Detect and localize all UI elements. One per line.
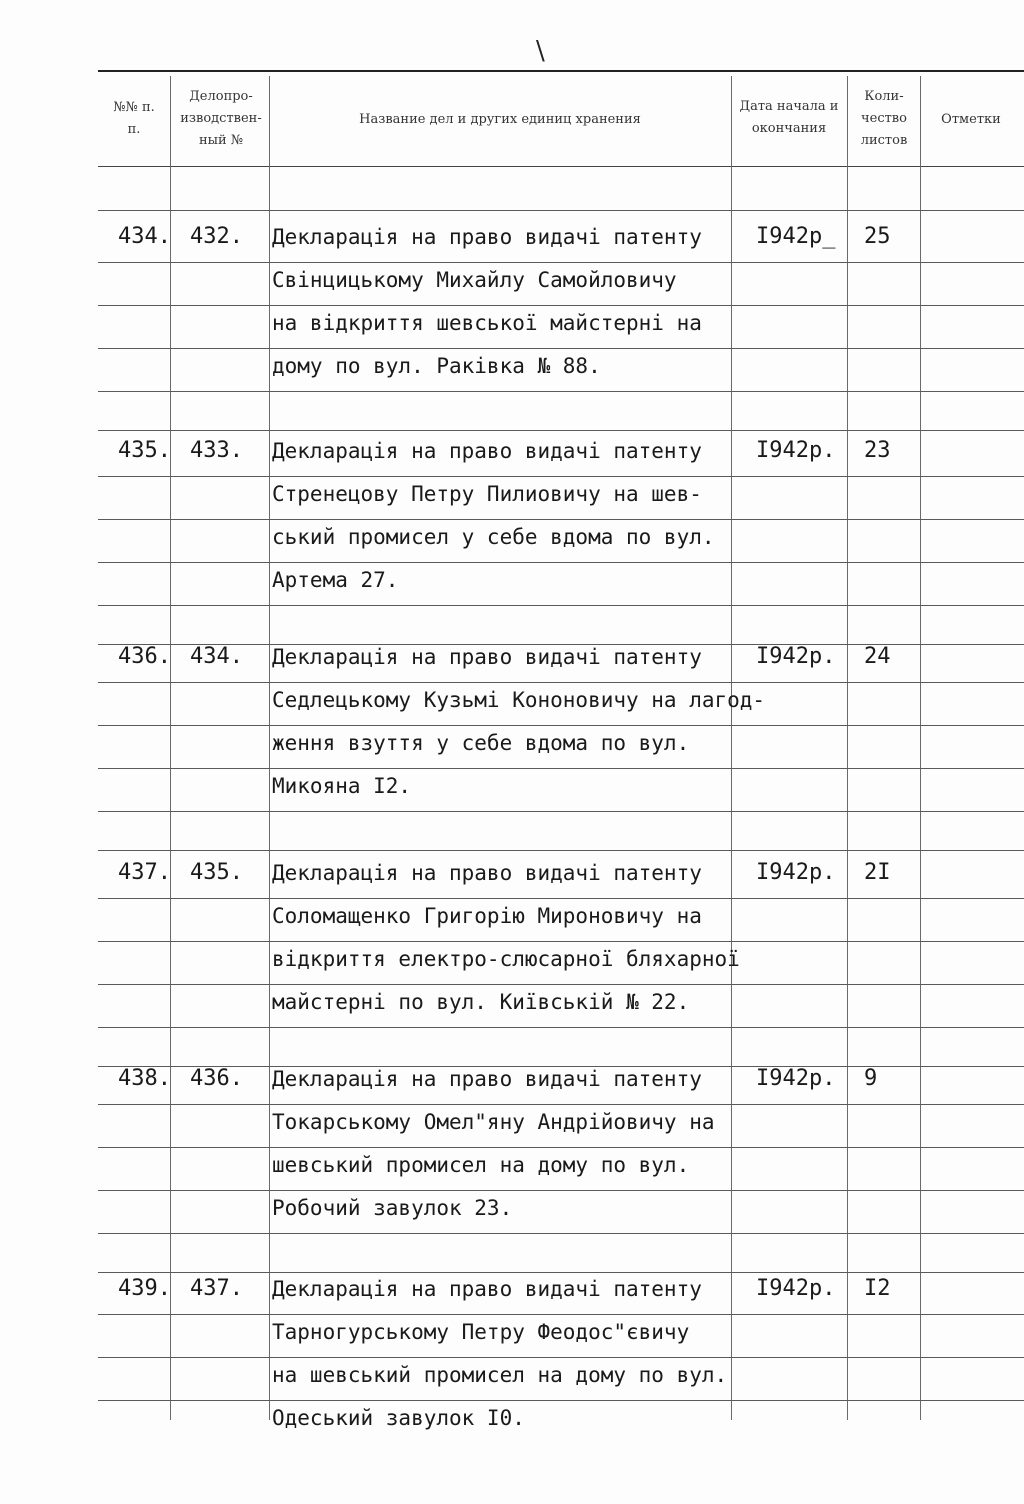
ruled-line (98, 1357, 1024, 1358)
record-sheets: 25 (864, 224, 891, 249)
column-rule (920, 76, 921, 1420)
record-sheets: 23 (864, 438, 891, 463)
record-title-line: Стренецову Петру Пилиовичу на шев- (272, 482, 702, 506)
column-rule (170, 76, 171, 1420)
record-date: І942р. (756, 438, 836, 463)
ruled-line (98, 1147, 1024, 1148)
ruled-line (98, 984, 1024, 985)
ruled-line (98, 1027, 1024, 1028)
ruled-line (98, 1400, 1024, 1401)
office-number: 437. (190, 1276, 243, 1301)
header-col-dates: Дата начала и окончания (739, 99, 839, 136)
ruled-line (98, 262, 1024, 263)
column-rule (731, 76, 732, 1420)
ruled-line (98, 476, 1024, 477)
record-date: І942р. (756, 1276, 836, 1301)
column-rule (847, 76, 848, 1420)
ruled-line (98, 1272, 1024, 1273)
record-title-line: на шевський промисел на дому по вул. (272, 1363, 728, 1387)
record-date: І942р. (756, 860, 836, 885)
ruled-line (98, 562, 1024, 563)
ruled-line (98, 430, 1024, 431)
record-title-line: Декларація на право видачі патенту (272, 861, 702, 885)
record-sheets: І2 (864, 1276, 891, 1301)
ruled-line (98, 898, 1024, 899)
ruled-line (98, 391, 1024, 392)
ruled-line (98, 605, 1024, 606)
record-title-line: Декларація на право видачі патенту (272, 225, 702, 249)
office-number: 433. (190, 438, 243, 463)
ruled-line (98, 348, 1024, 349)
record-sheets: 9 (864, 1066, 878, 1091)
header-col-num: №№ п. п. (113, 100, 155, 137)
ruled-line (98, 682, 1024, 683)
record-title-line: дому по вул. Раківка № 88. (272, 354, 601, 378)
record-title-line: Седлецькому Кузьмі Кононовичу на лагод- (272, 688, 766, 712)
record-number: 435. (118, 438, 171, 463)
column-rule (269, 76, 270, 1420)
office-number: 436. (190, 1066, 243, 1091)
ruled-line (98, 850, 1024, 851)
record-sheets: 24 (864, 644, 891, 669)
ruled-line (98, 1104, 1024, 1105)
header-col-notes: Отметки (941, 112, 1001, 127)
record-number: 439. (118, 1276, 171, 1301)
record-title-line: Тарногурському Петру Феодос"євичу (272, 1320, 690, 1344)
office-number: 435. (190, 860, 243, 885)
record-title-line: Декларація на право видачі патенту (272, 1067, 702, 1091)
record-title-line: ський промисел у себе вдома по вул. (272, 525, 715, 549)
record-number: 437. (118, 860, 171, 885)
ruled-line (98, 519, 1024, 520)
record-date: І942р_ (756, 224, 836, 249)
record-sheets: 2І (864, 860, 891, 885)
record-title-line: майстерні по вул. Київській № 22. (272, 990, 690, 1014)
ruled-line (98, 210, 1024, 211)
header-col-title: Название дел и других единиц хранения (359, 112, 641, 127)
record-title-line: Декларація на право видачі патенту (272, 645, 702, 669)
record-title-line: шевський промисел на дому по вул. (272, 1153, 690, 1177)
header-col-sheets: Коли-чество листов (860, 89, 908, 148)
ruled-line (98, 725, 1024, 726)
record-title-line: ження взуття у себе вдома по вул. (272, 731, 690, 755)
record-title-line: Декларація на право видачі патенту (272, 439, 702, 463)
office-number: 434. (190, 644, 243, 669)
record-title-line: на відкриття шевської майстерні на (272, 311, 702, 335)
record-title-line: Одеський завулок І0. (272, 1406, 525, 1430)
ruled-line (98, 1314, 1024, 1315)
header-top-rule (98, 70, 1024, 72)
record-number: 436. (118, 644, 171, 669)
ruled-line (98, 941, 1024, 942)
record-title-line: відкриття електро-слюсарної бляхарної (272, 947, 740, 971)
header-bottom-rule (98, 166, 1024, 167)
record-number: 434. (118, 224, 171, 249)
ruled-line (98, 768, 1024, 769)
ruled-line (98, 305, 1024, 306)
record-title-line: Микояна І2. (272, 774, 412, 798)
record-date: І942р. (756, 644, 836, 669)
ruled-line (98, 811, 1024, 812)
record-title-line: Декларація на право видачі патенту (272, 1277, 702, 1301)
record-title-line: Свінцицькому Михайлу Самойловичу (272, 268, 677, 292)
record-title-line: Артема 27. (272, 568, 399, 592)
record-date: І942р. (756, 1066, 836, 1091)
top-mark: \ (536, 36, 545, 66)
record-title-line: Робочий завулок 23. (272, 1196, 513, 1220)
record-title-line: Токарському Омел"яну Андрійовичу на (272, 1110, 715, 1134)
header-col-office-num: Делопро-изводствен-ный № (180, 89, 262, 148)
record-title-line: Соломащенко Григорію Мироновичу на (272, 904, 702, 928)
record-number: 438. (118, 1066, 171, 1091)
office-number: 432. (190, 224, 243, 249)
ruled-line (98, 1233, 1024, 1234)
ruled-line (98, 1190, 1024, 1191)
